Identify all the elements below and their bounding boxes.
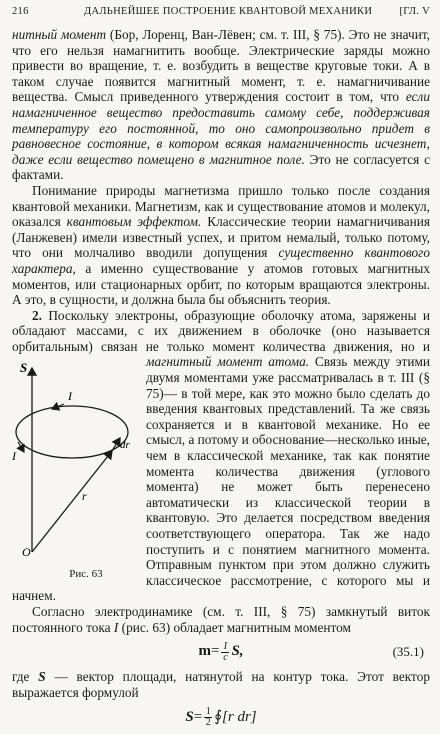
paragraph-3: [12, 308, 430, 604]
text-italic: магнитный момент атома.: [146, 354, 310, 370]
text: Понимание природы магнетизма пришло только после создания квантовой механики. Магнетизм, как и существование атомов и молекул, оказался: [12, 182, 430, 230]
eq-lhs: m: [198, 643, 211, 660]
fraction-denominator: 2: [205, 716, 211, 728]
equation-number: (35.1): [392, 644, 424, 660]
label-i-left: I: [12, 449, 16, 464]
eq-rhs: [r dr]: [222, 708, 257, 725]
text-italic: квантовым эффектом.: [66, 214, 202, 230]
paragraph-5: [12, 669, 430, 700]
text: — вектор площади, натянутой на контур тока. Этот вектор выражается формулой: [12, 669, 430, 700]
text: Согласно электродинамике (см. т. III, § 75) замкнутый виток постоянного тока: [12, 603, 430, 635]
eq-rhs: S,: [231, 643, 244, 660]
eq-sign: =: [210, 643, 220, 660]
page-number: 216: [12, 6, 29, 17]
text: Связь между этими двумя моментами уже рассматривалась в т. III (§ 75)— в той мере, как это можно было сделать до введения квантовых представлений. Та же связь сохраняется и в квантовой механике. Но ее смысл, а потому и обоснование—несколько иные, чем в классической механике, так как понятие момента количества движения (углового момента) не может быть перенесено автоматически из классической теории в квантовую. Это делается посредством введения соответствующего оператора. Так же надо поступить и с понятием магнитного момента. Отправным пунктом при этом должно служить классическое рассмотрение, с которого мы и начнем.: [12, 354, 430, 604]
text-italic: существенно квантового характера: [12, 245, 430, 276]
label-o: O: [22, 545, 31, 560]
fraction: [221, 642, 229, 663]
paragraph-1: [12, 27, 430, 183]
label-r: r: [82, 489, 87, 504]
text: где: [12, 669, 39, 685]
page-body: [12, 27, 430, 734]
text: Это не согласуется с фактами.: [12, 151, 430, 183]
loop-diagram: [12, 356, 140, 566]
text-italic: I: [113, 619, 119, 635]
fraction-numerator: 1: [205, 705, 211, 717]
label-s: S: [20, 360, 28, 376]
text: Поскольку электроны, образующие оболочку атома, заряжены и обладают массами, с их движением в оболочке (оно называется орбитальным) связан не только момент количества движения, но и: [12, 307, 430, 354]
label-dr: dr: [120, 439, 130, 452]
text-italic: если намагниченное вещество предоставить самому себе, поддерживая температуру его постоянной, то оно самопроизвольно придет в равновесное состояние, в котором всякая намагниченность исчезнет, даже если вещество помещено в магнитное поле.: [12, 89, 430, 167]
label-i-top: I: [68, 389, 72, 404]
running-header: [12, 6, 430, 22]
equation-s: [12, 700, 430, 734]
running-title: ДАЛЬНЕЙШЕЕ ПОСТРОЕНИЕ КВАНТОВОЙ МЕХАНИКИ: [84, 6, 373, 17]
eq-lhs: S: [185, 708, 194, 725]
equation-35-1: [12, 635, 430, 669]
figure-caption: Рис. 63: [69, 567, 103, 580]
r-vector: [32, 451, 112, 552]
text: , а именно существование у атомов готовых магнитных моментов, или стационарных орбит, по которым вращаются электроны. А это, в сущности, и должна была бы объяснить теория.: [12, 260, 430, 308]
paragraph-2: [12, 183, 430, 308]
text-italic: нитный момент: [12, 27, 107, 42]
chapter-label: [ГЛ. V: [399, 6, 430, 17]
eq-sign: =: [193, 708, 203, 725]
paragraph-4: [12, 604, 430, 635]
contour-integral: ∮: [214, 708, 223, 725]
text: (рис. 63) обладает магнитным моментом: [118, 619, 351, 635]
dr-vector: [112, 438, 120, 451]
current-loop: [16, 406, 128, 458]
text: Классические теории намагничивания (Ланжевен) имели известный успех, и притом немалый, только потому, что они молчаливо вводили допущения: [12, 214, 430, 261]
figure-63: [12, 356, 140, 582]
text-bold: S: [38, 669, 46, 685]
fraction-denominator: c: [223, 651, 228, 663]
text: (Бор, Лоренц, Ван-Лёвен; см. т. III, § 75). Это не значит, что его нельзя намагнитить вообще. Электрические заряды можно привести во вращение, т. е. возбудить в веществе круговые токи. А в таком случае появится магнитный момент, т. е. намагничивание вещества. Смысл приведенного утверждения состоит в том, что: [12, 27, 430, 105]
fraction-numerator: I: [223, 640, 228, 652]
fraction: [204, 707, 212, 728]
section-number: 2.: [32, 307, 42, 323]
